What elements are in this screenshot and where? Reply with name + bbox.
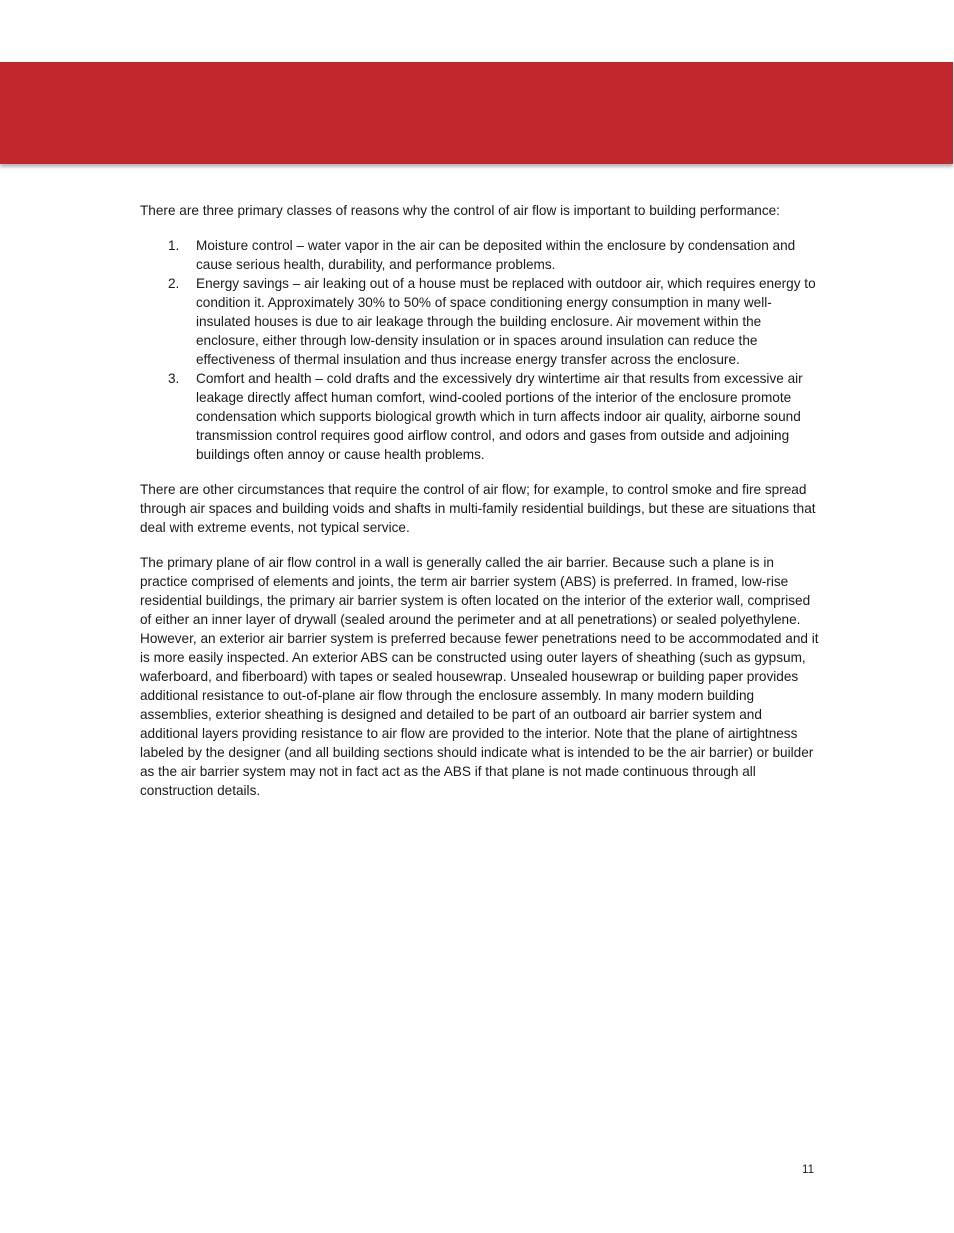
list-item-text: Comfort and health – cold drafts and the excessively dry wintertime air that results from excessive air leakage directly affect human comfort, wind-cooled portions of the interior of the enclosure promote condensation which supports biological growth which in turn affects indoor air quality, airborne sound transmission control requires good airflow control, and odors and gases from outside and adjoining buildings often annoy or cause health problems. [196,371,803,462]
page-number: 11 [802,1164,814,1176]
header-band [0,62,953,164]
list-item-number: 1. [168,238,180,253]
list-item-text: Moisture control – water vapor in the air can be deposited within the enclosure by condensation and cause serious health, durability, and performance problems. [196,238,796,272]
list-item-text: Energy savings – air leaking out of a house must be replaced with outdoor air, which requires energy to condition it. Approximately 30% to 50% of space conditioning energy consumption in many well-insulated houses is due to air leakage through the building enclosure. Air movement within the enclosure, either through low-density insulation or in spaces around insulation can reduce the effectiveness of thermal insulation and thus increase energy transfer across the enclosure. [196,276,816,367]
intro-paragraph: There are three primary classes of reasons why the control of air flow is important to building performance: [140,203,780,218]
list-item-number: 3. [168,371,180,386]
reasons-list [140,236,822,464]
list-item-number: 2. [168,276,180,291]
paragraph-other-circumstances: There are other circumstances that require the control of air flow; for example, to control smoke and fire spread through air spaces and building voids and shafts in multi-family residential buildings, but these are situations that deal with extreme events, not typical service. [140,482,816,535]
list-item [140,274,822,369]
list-item [140,369,822,464]
list-item [140,236,822,274]
paragraph-air-barrier: The primary plane of air flow control in a wall is generally called the air barrier. Because such a plane is in practice comprised of elements and joints, the term air barrier system (ABS) is preferred. In framed, low-rise residential buildings, the primary air barrier system is often located on the interior of the exterior wall, comprised of either an inner layer of drywall (sealed around the perimeter and at all penetrations) or sealed polyethylene. However, an exterior air barrier system is preferred because fewer penetrations need to be accommodated and it is more easily inspected. An exterior ABS can be constructed using outer layers of sheathing (such as gypsum, waferboard, and fiberboard) with tapes or sealed housewrap. Unsealed housewrap or building paper provides additional resistance to out-of-plane air flow through the enclosure assembly. In many modern building assemblies, exterior sheathing is designed and detailed to be part of an outboard air barrier system and additional layers providing resistance to air flow are provided to the interior. Note that the plane of airtightness labeled by the designer (and all building sections should indicate what is intended to be the air barrier) or builder as the air barrier system may not in fact act as the ABS if that plane is not made continuous through all construction details. [140,555,819,798]
page-body [140,201,822,816]
